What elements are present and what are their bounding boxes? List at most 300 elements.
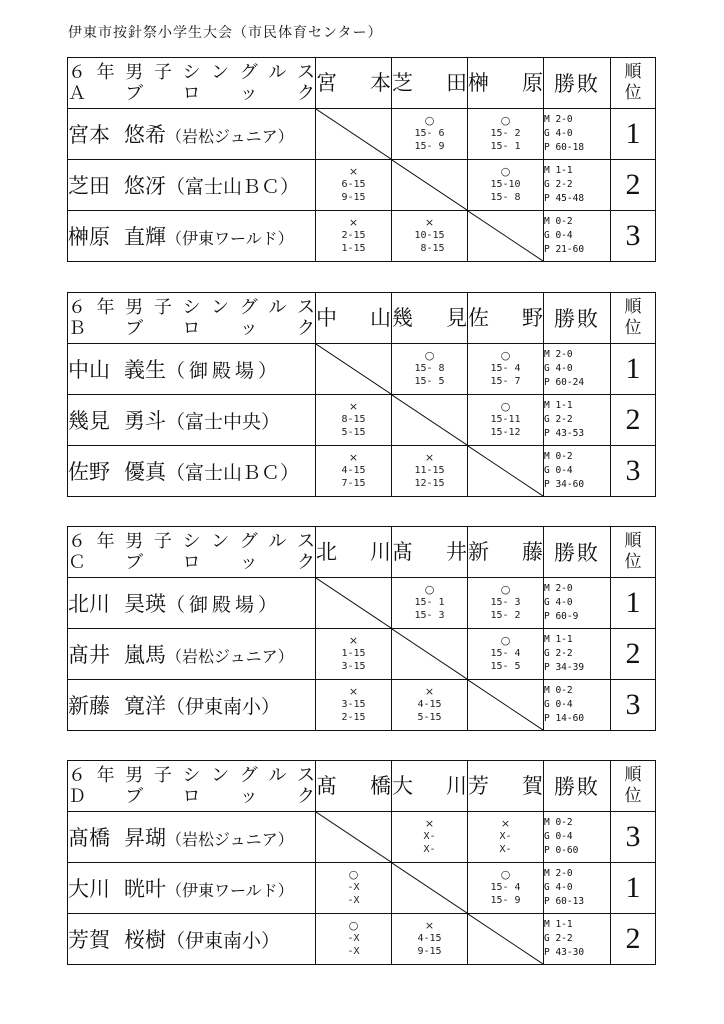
game-score: X-: [423, 844, 436, 855]
player-name-cell: [68, 211, 316, 262]
opponent-header-char: 見: [446, 305, 467, 330]
point-record: P 14-60: [544, 713, 585, 724]
player-last-name: 芳賀: [68, 928, 110, 952]
self-match-cell: [392, 160, 468, 211]
rank-header-line2: 位: [624, 83, 642, 103]
win-mark-icon: ○: [500, 400, 511, 413]
block-title-char: ル: [268, 531, 287, 552]
opponent-header: [392, 761, 468, 812]
loss-mark-icon: ×: [348, 634, 359, 647]
winloss-summary: [544, 160, 611, 211]
opponent-header-char: 橋: [370, 773, 391, 798]
rank-value: 2: [611, 914, 656, 965]
player-name-cell: [68, 446, 316, 497]
player-club: （伊東ワールド）: [166, 229, 294, 248]
player-row: [68, 680, 656, 731]
game-score: 15- 4: [490, 648, 521, 659]
opponent-header: [316, 527, 392, 578]
block-table-1: [67, 57, 656, 262]
self-match-cell: [392, 629, 468, 680]
player-name-cell: [68, 680, 316, 731]
block-title-char: Ｂ: [68, 318, 86, 339]
block-title-char: ６: [68, 765, 86, 786]
opponent-header-char: 大: [392, 773, 413, 798]
loss-mark-icon: ×: [424, 451, 435, 464]
opponent-header: [392, 293, 468, 344]
opponent-header-char: 佐: [468, 305, 489, 330]
block-header-row: [68, 527, 656, 578]
block-title-char: グ: [239, 765, 258, 786]
point-record: P 21-60: [544, 244, 585, 255]
match-record: M 2-0: [544, 349, 573, 360]
player-club: （富士中央）: [166, 411, 281, 433]
block-title-char: 年: [96, 62, 115, 83]
block-title-char: 子: [153, 297, 172, 318]
win-mark-icon: ○: [500, 349, 511, 362]
game-record: G 2-2: [544, 648, 573, 659]
match-record: M 2-0: [544, 114, 573, 125]
player-club: （御殿場）: [166, 360, 282, 382]
rank-value: 1: [611, 344, 656, 395]
rank-header-line1: 順: [624, 297, 642, 317]
winloss-summary: [544, 863, 611, 914]
winloss-header: 勝敗: [544, 58, 611, 109]
game-score: 15- 9: [414, 141, 445, 152]
match-score-cell: [316, 446, 392, 497]
player-row: [68, 812, 656, 863]
loss-mark-icon: ×: [348, 685, 359, 698]
winloss-summary: [544, 109, 611, 160]
opponent-header: [468, 58, 544, 109]
match-score-cell: [392, 446, 468, 497]
game-score: 15-10: [490, 179, 521, 190]
player-name-cell: [68, 160, 316, 211]
opponent-header-char: 賀: [522, 773, 543, 798]
winloss-summary: [544, 446, 611, 497]
block-title-char: ６: [68, 531, 86, 552]
game-score: 4-15: [341, 465, 366, 476]
match-score-cell: [316, 211, 392, 262]
opponent-header-char: 芳: [468, 773, 489, 798]
block-title-char: Ａ: [68, 83, 86, 104]
rank-value: 1: [611, 109, 656, 160]
game-record: G 2-2: [544, 933, 573, 944]
diagonal-slash-icon: [468, 914, 543, 964]
player-last-name: 幾見: [68, 409, 110, 433]
opponent-header-char: 宮: [316, 70, 337, 95]
player-first-name: 悠冴: [124, 174, 166, 198]
game-score: 8-15: [414, 243, 445, 254]
winloss-summary: [544, 578, 611, 629]
opponent-header: [468, 761, 544, 812]
player-row: [68, 863, 656, 914]
block-title-char: ロ: [182, 318, 201, 339]
block-title-char: シ: [182, 765, 201, 786]
player-row: [68, 629, 656, 680]
rank-header-line1: 順: [624, 531, 642, 551]
rank-value: 2: [611, 395, 656, 446]
rank-value: 3: [611, 680, 656, 731]
win-mark-icon: ○: [500, 114, 511, 127]
match-score-cell: [316, 395, 392, 446]
rank-value: 2: [611, 629, 656, 680]
match-record: M 2-0: [544, 583, 573, 594]
block-table-3: [67, 526, 656, 731]
player-club: （岩松ジュニア）: [166, 830, 294, 849]
opponent-header-char: 野: [522, 305, 543, 330]
rank-header-line2: 位: [624, 786, 642, 806]
game-score: 15- 8: [414, 363, 445, 374]
game-score: 15- 5: [490, 661, 521, 672]
player-first-name: 優真: [124, 460, 166, 484]
match-record: M 0-2: [544, 685, 573, 696]
match-score-cell: [392, 344, 468, 395]
diagonal-slash-icon: [392, 395, 467, 445]
game-score: 3-15: [341, 661, 366, 672]
match-record: M 1-1: [544, 919, 573, 930]
player-club: （富士山ＢＣ）: [166, 176, 300, 198]
block-title-char: ス: [297, 765, 315, 786]
diagonal-slash-icon: [316, 109, 391, 159]
rank-value: 1: [611, 578, 656, 629]
match-record: M 0-2: [544, 216, 573, 227]
block-title: [68, 761, 316, 812]
block-title-char: ル: [268, 297, 287, 318]
block-title-char: ク: [297, 552, 315, 573]
game-score: -X: [347, 895, 360, 906]
winloss-summary: [544, 344, 611, 395]
block-title-char: ン: [211, 765, 230, 786]
block-title-char: ク: [297, 318, 315, 339]
rank-header-line2: 位: [624, 318, 642, 338]
block-title-char: 子: [153, 531, 172, 552]
loss-mark-icon: ×: [348, 451, 359, 464]
loss-mark-icon: ×: [424, 216, 435, 229]
self-match-cell: [316, 109, 392, 160]
opponent-header-char: 藤: [522, 539, 543, 564]
self-match-cell: [392, 863, 468, 914]
game-score: 7-15: [341, 478, 366, 489]
block-title-char: ス: [297, 62, 315, 83]
game-score: 15- 4: [490, 882, 521, 893]
player-row: [68, 446, 656, 497]
player-last-name: 佐野: [68, 460, 110, 484]
match-score-cell: [468, 812, 544, 863]
game-score: 5-15: [417, 712, 442, 723]
opponent-header-char: 芝: [392, 70, 413, 95]
opponent-header-char: 川: [446, 773, 467, 798]
block-header-row: [68, 58, 656, 109]
player-last-name: 髙井: [68, 643, 110, 667]
block-table-4: [67, 760, 656, 965]
match-record: M 1-1: [544, 634, 573, 645]
match-score-cell: [316, 863, 392, 914]
block-title-char: グ: [239, 62, 258, 83]
match-score-cell: [392, 578, 468, 629]
match-record: M 0-2: [544, 451, 573, 462]
match-score-cell: [392, 914, 468, 965]
player-row: [68, 344, 656, 395]
loss-mark-icon: ×: [348, 165, 359, 178]
game-record: G 4-0: [544, 128, 573, 139]
win-mark-icon: ○: [348, 868, 359, 881]
block-title-char: ク: [297, 83, 315, 104]
opponent-header-char: 原: [522, 70, 543, 95]
player-club: （富士山ＢＣ）: [166, 462, 300, 484]
winloss-summary: [544, 211, 611, 262]
block-title-char: 子: [153, 765, 172, 786]
self-match-cell: [468, 211, 544, 262]
rank-value: 3: [611, 812, 656, 863]
block-title-char: ク: [297, 786, 315, 807]
match-record: M 1-1: [544, 165, 573, 176]
match-score-cell: [392, 211, 468, 262]
rank-header: [611, 58, 656, 109]
winloss-summary: [544, 395, 611, 446]
player-last-name: 榊原: [68, 225, 110, 249]
block-title-char: ブ: [125, 552, 144, 573]
game-score: 15- 1: [490, 141, 521, 152]
match-score-cell: [468, 160, 544, 211]
winloss-summary: [544, 914, 611, 965]
block-title-char: ッ: [239, 786, 258, 807]
game-record: G 2-2: [544, 414, 573, 425]
block-title-char: 男: [125, 62, 144, 83]
player-name-cell: [68, 395, 316, 446]
game-score: 10-15: [414, 230, 445, 241]
player-first-name: 昇瑚: [124, 826, 166, 850]
diagonal-slash-icon: [468, 680, 543, 730]
player-last-name: 北川: [68, 592, 110, 616]
game-score: 15- 2: [490, 610, 521, 621]
player-club: （伊東南小）: [166, 930, 281, 952]
game-record: G 0-4: [544, 699, 573, 710]
match-score-cell: [392, 109, 468, 160]
diagonal-slash-icon: [392, 160, 467, 210]
opponent-header-char: 幾: [392, 305, 413, 330]
game-score: 15- 1: [414, 597, 445, 608]
rank-header: [611, 293, 656, 344]
block-title-char: ン: [211, 62, 230, 83]
block-title-char: ６: [68, 62, 86, 83]
game-score: 15- 3: [414, 610, 445, 621]
rank-value: 3: [611, 446, 656, 497]
block-title-char: 年: [96, 531, 115, 552]
self-match-cell: [468, 446, 544, 497]
player-club: （伊東ワールド）: [166, 881, 294, 900]
opponent-header-char: 髙: [392, 539, 413, 564]
player-row: [68, 395, 656, 446]
block-title-line1: [68, 297, 315, 318]
game-score: 1-15: [341, 648, 366, 659]
block-title-char: ブ: [125, 318, 144, 339]
match-score-cell: [468, 395, 544, 446]
block-title: [68, 58, 316, 109]
win-mark-icon: ○: [500, 583, 511, 596]
self-match-cell: [316, 812, 392, 863]
player-last-name: 大川: [68, 877, 110, 901]
block-title-char: 子: [153, 62, 172, 83]
block-title-char: シ: [182, 62, 201, 83]
win-mark-icon: ○: [424, 114, 435, 127]
winloss-summary: [544, 812, 611, 863]
block-title-char: Ｃ: [68, 552, 86, 573]
game-score: 9-15: [417, 946, 442, 957]
player-first-name: 昊瑛: [124, 592, 166, 616]
win-mark-icon: ○: [424, 583, 435, 596]
game-score: 2-15: [341, 230, 366, 241]
rank-header-line1: 順: [624, 62, 642, 82]
opponent-header-char: 新: [468, 539, 489, 564]
diagonal-slash-icon: [316, 812, 391, 862]
player-last-name: 髙橋: [68, 826, 110, 850]
game-record: G 0-4: [544, 831, 573, 842]
player-name-cell: [68, 812, 316, 863]
point-record: P 0-60: [544, 845, 579, 856]
point-record: P 60-13: [544, 896, 585, 907]
opponent-header: [468, 293, 544, 344]
winloss-header: 勝敗: [544, 293, 611, 344]
block-title-line1: [68, 765, 315, 786]
match-record: M 1-1: [544, 400, 573, 411]
win-mark-icon: ○: [424, 349, 435, 362]
block-title-char: グ: [239, 531, 258, 552]
block-title-char: 年: [96, 297, 115, 318]
game-record: G 0-4: [544, 465, 573, 476]
block-title-char: ブ: [125, 83, 144, 104]
opponent-header-char: 中: [316, 305, 337, 330]
match-score-cell: [392, 680, 468, 731]
block-title-char: ッ: [239, 318, 258, 339]
point-record: P 60-18: [544, 142, 585, 153]
point-record: P 34-60: [544, 479, 585, 490]
block-title-char: シ: [182, 531, 201, 552]
self-match-cell: [316, 578, 392, 629]
game-score: 12-15: [414, 478, 445, 489]
block-title-char: グ: [239, 297, 258, 318]
opponent-header-char: 北: [316, 539, 337, 564]
win-mark-icon: ○: [348, 919, 359, 932]
rank-header-line2: 位: [624, 552, 642, 572]
game-score: 5-15: [341, 427, 366, 438]
block-title-char: 男: [125, 531, 144, 552]
point-record: P 34-39: [544, 662, 585, 673]
game-score: 15- 8: [490, 192, 521, 203]
win-mark-icon: ○: [500, 165, 511, 178]
player-name-cell: [68, 863, 316, 914]
block-title-char: 年: [96, 765, 115, 786]
rank-value: 3: [611, 211, 656, 262]
block-title-char: 男: [125, 765, 144, 786]
opponent-header-char: 田: [446, 70, 467, 95]
match-score-cell: [468, 109, 544, 160]
opponent-header: [316, 58, 392, 109]
winloss-header: 勝敗: [544, 527, 611, 578]
player-name-cell: [68, 578, 316, 629]
loss-mark-icon: ×: [348, 216, 359, 229]
player-first-name: 直輝: [124, 225, 166, 249]
player-row: [68, 578, 656, 629]
block-title-char: Ｄ: [68, 786, 86, 807]
player-last-name: 宮本: [68, 123, 110, 147]
self-match-cell: [468, 680, 544, 731]
game-record: G 2-2: [544, 179, 573, 190]
match-score-cell: [468, 629, 544, 680]
block-header-row: [68, 293, 656, 344]
game-score: 15- 6: [414, 128, 445, 139]
game-record: G 4-0: [544, 882, 573, 893]
point-record: P 43-30: [544, 947, 585, 958]
player-row: [68, 160, 656, 211]
game-score: 1-15: [341, 243, 366, 254]
opponent-header-char: 榊: [468, 70, 489, 95]
loss-mark-icon: ×: [424, 685, 435, 698]
player-last-name: 中山: [68, 358, 110, 382]
block-table-2: [67, 292, 656, 497]
self-match-cell: [392, 395, 468, 446]
player-name-cell: [68, 629, 316, 680]
game-score: 4-15: [417, 933, 442, 944]
block-title-char: ッ: [239, 83, 258, 104]
rank-header: [611, 761, 656, 812]
match-score-cell: [392, 812, 468, 863]
self-match-cell: [316, 344, 392, 395]
opponent-header: [392, 527, 468, 578]
player-club: （岩松ジュニア）: [166, 127, 294, 146]
block-title-line1: [68, 531, 315, 552]
player-row: [68, 109, 656, 160]
game-score: X-: [499, 844, 512, 855]
winloss-header: 勝敗: [544, 761, 611, 812]
block-title-line2: [68, 318, 315, 339]
diagonal-slash-icon: [392, 629, 467, 679]
game-score: 3-15: [341, 699, 366, 710]
winloss-summary: [544, 629, 611, 680]
self-match-cell: [468, 914, 544, 965]
game-score: 15- 2: [490, 128, 521, 139]
win-mark-icon: ○: [500, 868, 511, 881]
game-score: 15- 5: [414, 376, 445, 387]
game-score: X-: [423, 831, 436, 842]
match-score-cell: [468, 863, 544, 914]
rank-header: [611, 527, 656, 578]
game-score: 15-12: [490, 427, 521, 438]
block-title-char: ル: [268, 765, 287, 786]
diagonal-slash-icon: [468, 211, 543, 261]
game-score: 8-15: [341, 414, 366, 425]
diagonal-slash-icon: [468, 446, 543, 496]
player-last-name: 新藤: [68, 694, 110, 718]
match-score-cell: [468, 344, 544, 395]
loss-mark-icon: ×: [424, 919, 435, 932]
block-title-char: ッ: [239, 552, 258, 573]
player-name-cell: [68, 914, 316, 965]
loss-mark-icon: ×: [348, 400, 359, 413]
match-record: M 2-0: [544, 868, 573, 879]
opponent-header: [316, 761, 392, 812]
block-title-char: ン: [211, 297, 230, 318]
loss-mark-icon: ×: [424, 817, 435, 830]
block-header-row: [68, 761, 656, 812]
game-score: 15- 7: [490, 376, 521, 387]
block-title-char: ブ: [125, 786, 144, 807]
block-title-line1: [68, 62, 315, 83]
opponent-header-char: 川: [370, 539, 391, 564]
block-title-line2: [68, 786, 315, 807]
game-score: -X: [347, 946, 360, 957]
block-title-char: ス: [297, 297, 315, 318]
player-first-name: 桜樹: [124, 928, 166, 952]
